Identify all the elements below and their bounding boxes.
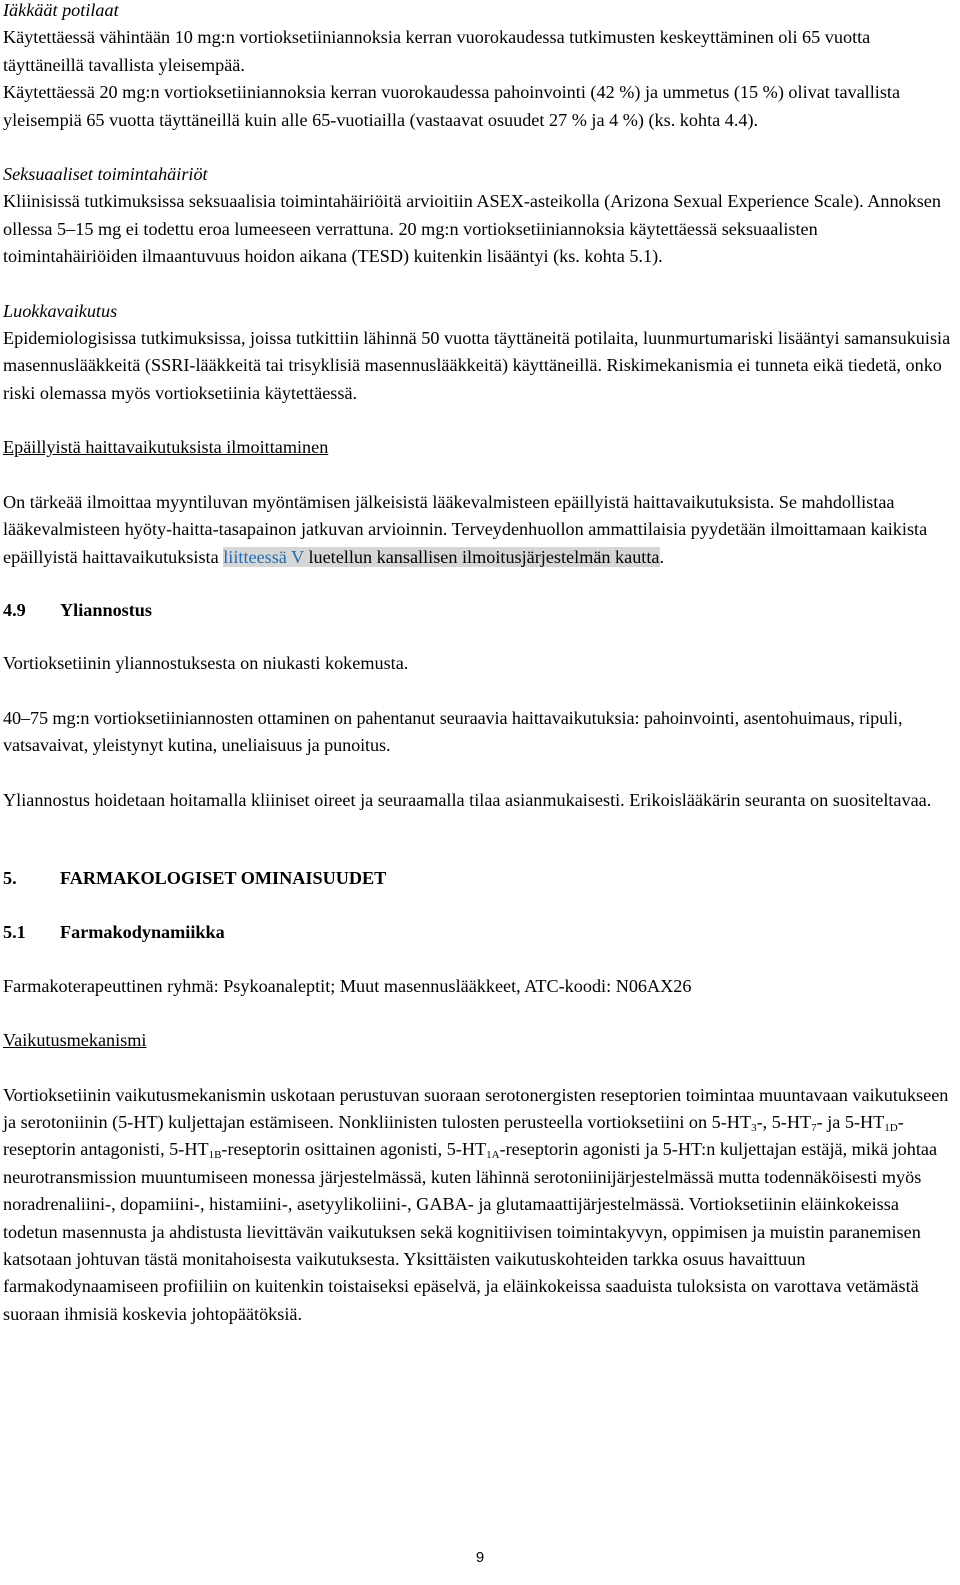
sexual-paragraph: Kliinisissä tutkimuksissa seksuaalisia toimintahäiriöitä arvioitiin ASEX-asteikolla (Arizona Sexual Experience Scale). Annoksen ollessa 5–15 mg ei todettu eroa lumeeseen verrattuna. 20 mg:n vortioksetiiniannoksia käytettäessä seksuaalisten toimintahäiriöiden ilmaantuvuus hoidon aikana (TESD) kuitenkin lisääntyi (ks. kohta 5.1). [3, 191, 941, 267]
section-5-number: 5. [3, 867, 17, 888]
reporting-highlight [223, 547, 659, 567]
mechanism-text-2: -, 5-HT [756, 1111, 812, 1132]
class-effect-heading: Luokkavaikutus [3, 300, 118, 321]
reporting-paragraph [3, 489, 954, 571]
overdose-paragraph-2: 40–75 mg:n vortioksetiiniannosten ottaminen on pahentanut seuraavia haittavaikutuksia: pahoinvointi, asentohuimaus, ripuli, vatsavaivat, yleistynyt kutina, uneliaisuus ja punoitus. [3, 707, 903, 756]
mechanism-text-5: -reseptorin osittainen agonisti, 5-HT [221, 1139, 487, 1160]
section-5-1-title: Farmakodynamiikka [60, 922, 225, 943]
section-5-heading [3, 865, 954, 892]
mechanism-heading: Vaikutusmekanismi [3, 1030, 147, 1051]
subscript-7: 7 [811, 1121, 817, 1134]
overdose-paragraph-3: Yliannostus hoidetaan hoitamalla kliiniset oireet ja seuraamalla tilaa asianmukaisesti. Erikoislääkärin seuranta on suositeltavaa. [3, 789, 932, 810]
overdose-heading [3, 597, 954, 624]
section-5-1-number: 5.1 [3, 922, 26, 943]
elderly-paragraph-1: Käytettäessä vähintään 10 mg:n vortioksetiiniannoksia kerran vuorokaudessa tutkimusten keskeyttäminen oli 65 vuotta täyttäneillä tavallista yleisempää. [3, 27, 871, 75]
pharmacotherapeutic-group: Farmakoterapeuttinen ryhmä: Psykoanaleptit; Muut masennuslääkkeet, ATC-koodi: N06AX26 [3, 975, 692, 996]
subscript-1a: 1A [486, 1149, 500, 1162]
subscript-1d: 1D [884, 1121, 898, 1134]
mechanism-text-1: Vortioksetiinin vaikutusmekanismin uskotaan perustuvan suoraan serotonergisten reseptorien toimintaa muuntavaan vaikutukseen ja serotoniinin (5-HT) kuljettajan estämiseen. Nonkliinisten tulosten perusteella vortioksetiini on 5-HT [3, 1084, 949, 1132]
subscript-3: 3 [751, 1121, 757, 1134]
subscript-1b: 1B [208, 1149, 222, 1162]
reporting-end: . [659, 546, 665, 567]
elderly-heading: Iäkkäät potilaat [3, 0, 119, 20]
mechanism-text-3: - ja 5-HT [816, 1111, 885, 1132]
reporting-highlight-text: luetellun kansallisen ilmoitusjärjestelmän kautta [303, 546, 660, 567]
section-5-1-heading [3, 919, 954, 946]
mechanism-text-6: -reseptorin agonisti ja 5-HT:n kuljettajan estäjä, mikä johtaa neurotransmission muuntumiseen monessa järjestelmässä, kuten lähinnä serotoniinijärjestelmässä mutta todennäköisesti myös noradrenaliini-, dopamiini-, histamiini-, asetyylikoliini-, GABA- ja glutamaattijärjestelmässä. Vortioksetiinin eläinkokeissa todetun masennusta ja ahdistusta lievittävän vaikutuksen sekä kognitiivisen toimintakyvyn, oppimisen ja muistin paranemisen katsotaan johtuvan tästä monitahoisesta vaikutuksesta. Yksittäisten vaikutuskohteiden tarkka osuus havaittuun farmakodynaamiseen profiiliin on kuitenkin toistaiseksi epäselvä, ja eläinkokeissa saaduista tuloksista on varottava vetämästä suoraan ihmisiä koskevia johtopäätöksiä. [3, 1139, 938, 1324]
page-number: 9 [475, 1549, 485, 1566]
mechanism-text-4: -reseptorin antagonisti, 5-HT [3, 1111, 904, 1160]
reporting-text: On tärkeää ilmoittaa myyntiluvan myöntämisen jälkeisistä lääkevalmisteen epäillyistä haittavaikutuksista. Se mahdollistaa lääkevalmisteen hyöty-haitta-tasapainon jatkuvan arvioinnin. Terveydenhuollon ammattilaisia pyydetään ilmoittamaan kaikista epäillyistä haittavaikutuksista [3, 491, 928, 567]
overdose-title: Yliannostus [60, 599, 152, 620]
elderly-paragraph-2: Käytettäessä 20 mg:n vortioksetiiniannoksia kerran vuorokaudessa pahoinvointi (42 %) ja ummetus (15 %) olivat tavallista yleisempiä 65 vuotta täyttäneillä kuin alle 65-vuotiailla (vastaavat osuudet 27 % ja 4 %) (ks. kohta 4.4). [3, 82, 901, 130]
overdose-paragraph-1: Vortioksetiinin yliannostuksesta on niukasti kokemusta. [3, 653, 409, 674]
reporting-heading: Epäillyistä haittavaikutuksista ilmoittaminen [3, 437, 329, 458]
overdose-number: 4.9 [3, 599, 26, 620]
class-effect-paragraph: Epidemiologisissa tutkimuksissa, joissa tutkittiin lähinnä 50 vuotta täyttäneitä potilaita, luunmurtumariski lisääntyi samansukuisia masennuslääkkeitä (SSRI-lääkkeitä tai trisyklisiä masennuslääkkeitä) käyttäneillä. Riskimekanismia ei tunneta eikä tiedetä, onko riski olemassa myös vortioksetiinia käytettäessä. [3, 328, 951, 403]
sexual-heading: Seksuaaliset toimintahäiriöt [3, 164, 208, 185]
section-5-title: FARMAKOLOGISET OMINAISUUDET [60, 867, 387, 888]
mechanism-paragraph [3, 1082, 954, 1329]
annex-v-link[interactable]: liitteessä V [223, 546, 304, 567]
